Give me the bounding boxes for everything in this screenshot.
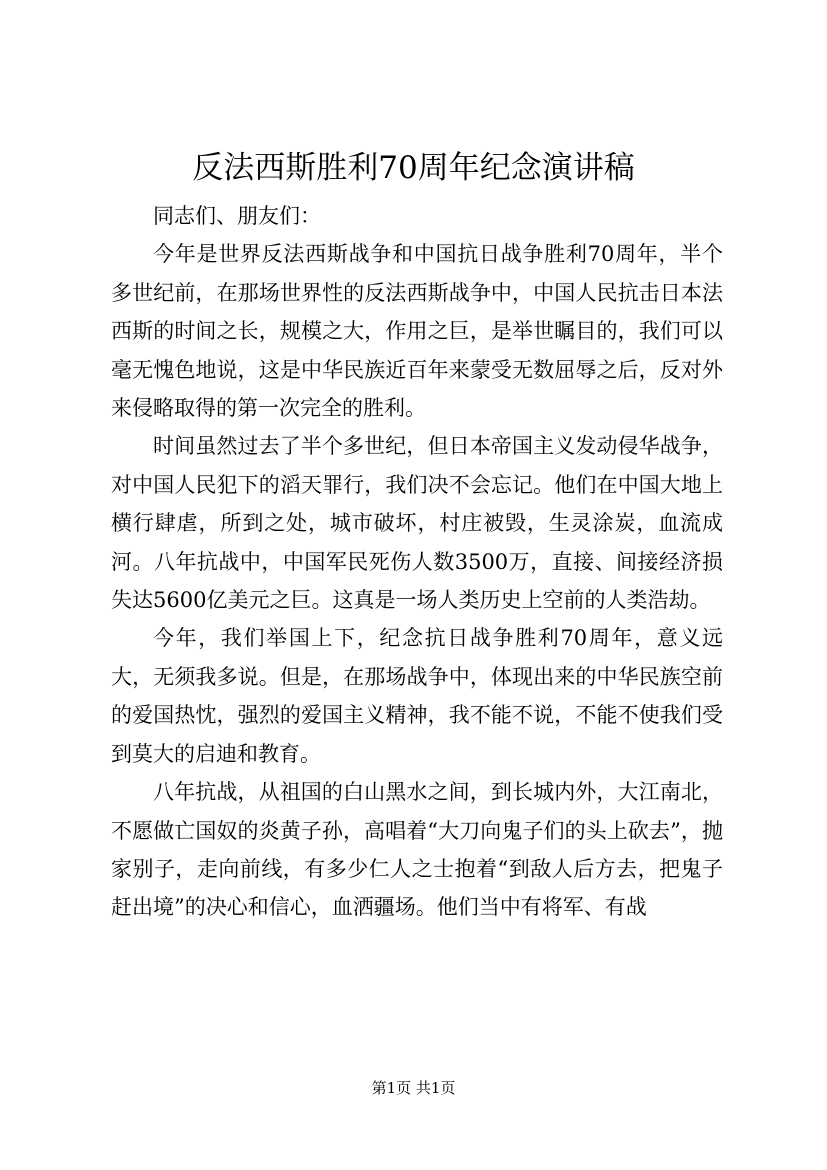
paragraph-4: 八年抗战，从祖国的白山黑水之间，到长城内外，大江南北，不愿做亡国奴的炎黄子孙，高唱着“大刀向鬼子们的头上砍去”，抛家别子，走向前线，有多少仁人之士抱着“到敌人后方去，把鬼子赶出境”的决心和信心，血洒疆场。他们当中有将军、有战 — [111, 780, 723, 920]
paragraph-3: 今年，我们举国上下，纪念抗日战争胜利70周年，意义远大，无须我多说。但是，在那场战争中，体现出来的中华民族空前的爱国热忱，强烈的爱国主义精神，我不能不说，不能不使我们受到莫大的启迪和教育。 — [111, 626, 723, 766]
document-body — [111, 197, 723, 927]
salutation: 同志们、朋友们： — [153, 204, 321, 228]
page-footer: 第1页 共1页 — [371, 1079, 456, 1097]
paragraph-1: 今年是世界反法西斯战争和中国抗日战争胜利70周年，半个多世纪前，在那场世界性的反法西斯战争中，中国人民抗击日本法西斯的时间之长，规模之大，作用之巨，是举世瞩目的，我们可以毫无愧色地说，这是中华民族近百年来蒙受无数屈辱之后，反对外来侵略取得的第一次完全的胜利。 — [111, 242, 723, 421]
document-title: 反法西斯胜利70周年纪念演讲稿 — [192, 150, 635, 186]
paragraph-2: 时间虽然过去了半个多世纪，但日本帝国主义发动侵华战争，对中国人民犯下的滔天罪行，我们决不会忘记。他们在中国大地上横行肆虐，所到之处，城市破坏，村庄被毁，生灵涂炭，血流成河。八年抗战中，中国军民死伤人数3500万，直接、间接经济损失达5600亿美元之巨。这真是一场人类历史上空前的人类浩劫。 — [111, 434, 723, 613]
